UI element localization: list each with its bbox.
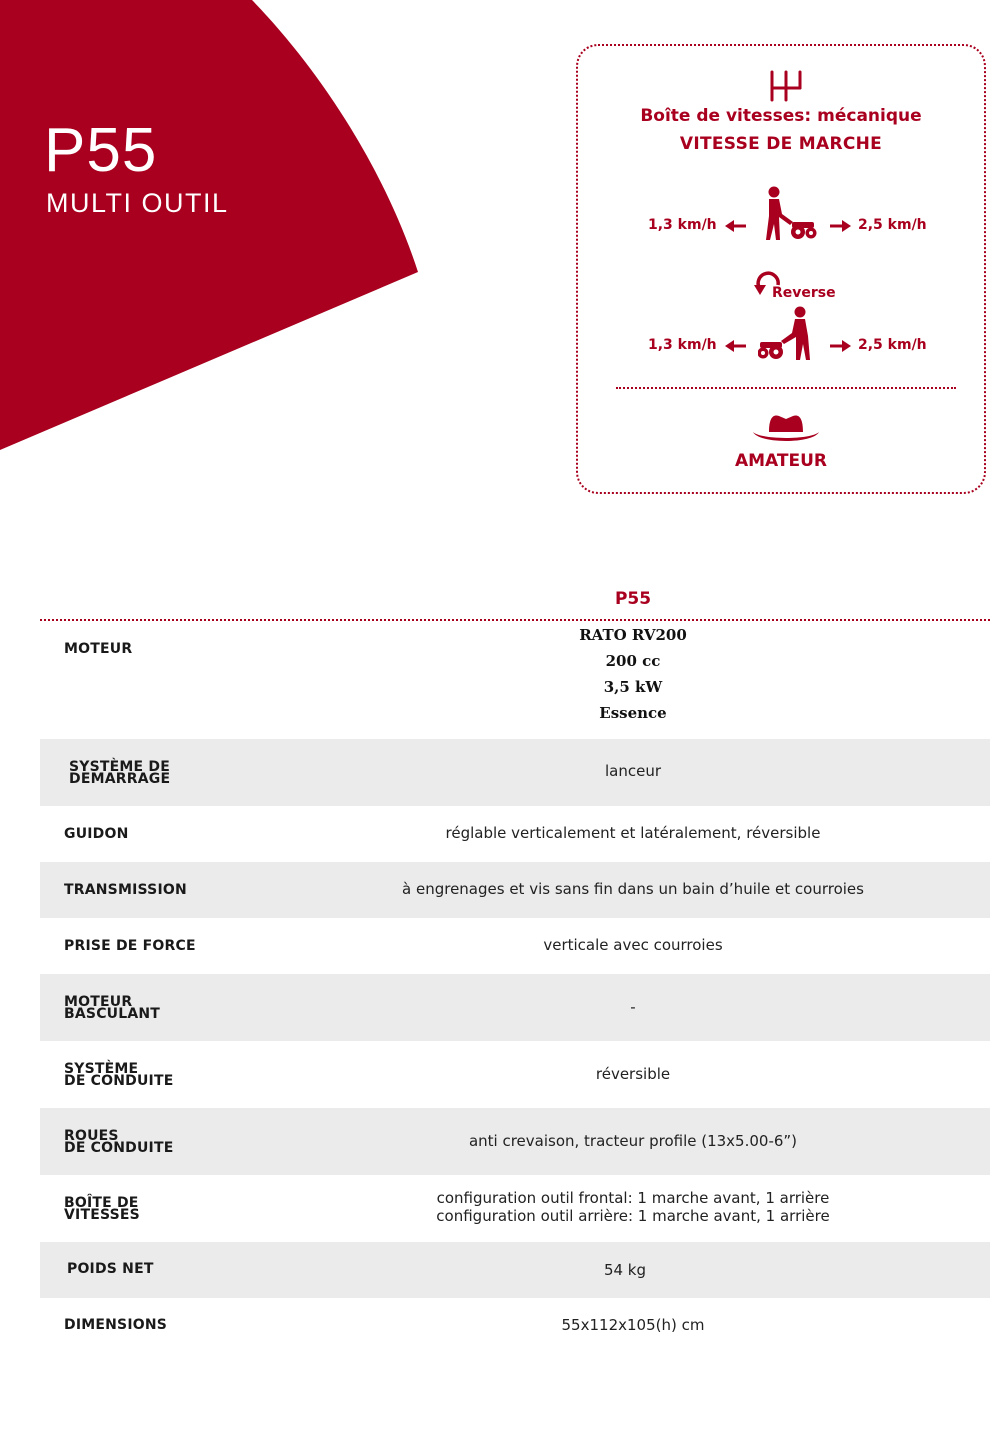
table-top-rule	[40, 619, 990, 621]
table-row-net-weight	[40, 1242, 990, 1298]
table-row-pto	[40, 918, 990, 974]
operator-reverse-icon	[758, 306, 818, 362]
spec-table	[40, 622, 990, 1354]
engine-displacement: 200 cc	[605, 652, 661, 670]
reverse-min-speed: 1,3 km/h	[648, 337, 717, 353]
table-row-transmission	[40, 862, 990, 918]
row-value: à engrenages et vis sans fin dans un bain d’huile et courroies	[402, 880, 864, 898]
table-row-dimensions	[40, 1298, 990, 1354]
row-value: réversible	[595, 1065, 671, 1083]
row-label: BOÎTE DE VITESSES	[64, 1195, 140, 1223]
reverse-speed-row	[578, 306, 984, 366]
gearbox-front-config: configuration outil frontal: 1 marche avant, 1 arrière	[436, 1189, 830, 1207]
table-row-drive-wheels	[40, 1108, 990, 1175]
row-value: lanceur	[604, 762, 661, 780]
skill-level-label: AMATEUR	[734, 451, 827, 471]
row-label: DIMENSIONS	[64, 1317, 168, 1333]
row-label: MOTEUR	[64, 641, 133, 657]
forward-max-speed: 2,5 km/h	[858, 217, 927, 233]
speed-spec-card	[576, 44, 986, 494]
table-row-gearbox	[40, 1175, 990, 1242]
row-label: ROUES DE CONDUITE	[64, 1128, 174, 1156]
gearbox-label: Boîte de vitesses: mécanique	[640, 106, 922, 126]
row-value: -	[630, 998, 636, 1016]
row-label: MOTEUR BASCULANT	[64, 994, 161, 1022]
row-label: PRISE DE FORCE	[64, 938, 196, 954]
table-column-header: P55	[614, 589, 652, 609]
row-value: anti crevaison, tracteur profile (13x5.00-6”)	[468, 1132, 798, 1150]
row-label: SYSTÈME DE DEMARRAGE	[69, 759, 171, 787]
table-row-tilting-engine	[40, 974, 990, 1041]
engine-power: 3,5 kW	[603, 678, 663, 696]
reverse-indicator	[754, 271, 844, 301]
arrow-left-icon	[724, 339, 748, 353]
row-value	[276, 1189, 990, 1225]
arrow-left-icon	[724, 219, 748, 233]
row-label: GUIDON	[64, 826, 129, 842]
row-label: SYSTÈME DE CONDUITE	[64, 1061, 174, 1089]
header-shape	[0, 0, 420, 450]
arrow-right-icon	[828, 219, 852, 233]
gear-shift-icon	[768, 68, 804, 104]
engine-model: RATO RV200	[579, 626, 687, 644]
speed-heading: VITESSE DE MARCHE	[679, 134, 883, 154]
forward-speed-row	[578, 186, 984, 246]
row-value: 55x112x105(h) cm	[561, 1316, 705, 1334]
row-value: 54 kg	[603, 1261, 647, 1279]
row-value: verticale avec courroies	[543, 936, 723, 954]
table-row-driving-system	[40, 1041, 990, 1108]
row-label: TRANSMISSION	[64, 882, 187, 898]
forward-min-speed: 1,3 km/h	[648, 217, 717, 233]
reverse-max-speed: 2,5 km/h	[858, 337, 927, 353]
row-value: réglable verticalement et latéralement, réversible	[445, 824, 821, 842]
row-label: POIDS NET	[67, 1261, 154, 1277]
hat-icon	[751, 412, 821, 446]
arrow-right-icon	[828, 339, 852, 353]
page-subtitle: MULTI OUTIL	[46, 188, 229, 218]
title-block	[44, 118, 229, 219]
table-row-handlebar	[40, 806, 990, 862]
row-value	[276, 622, 990, 726]
gearbox-rear-config: configuration outil arrière: 1 marche avant, 1 arrière	[436, 1207, 830, 1225]
table-row-engine	[40, 622, 990, 739]
page-title: P55	[44, 116, 158, 185]
card-divider	[616, 387, 956, 389]
reverse-label: Reverse	[772, 285, 836, 301]
engine-fuel: Essence	[599, 704, 667, 722]
operator-forward-icon	[758, 186, 818, 242]
table-row-starting-system	[40, 739, 990, 806]
